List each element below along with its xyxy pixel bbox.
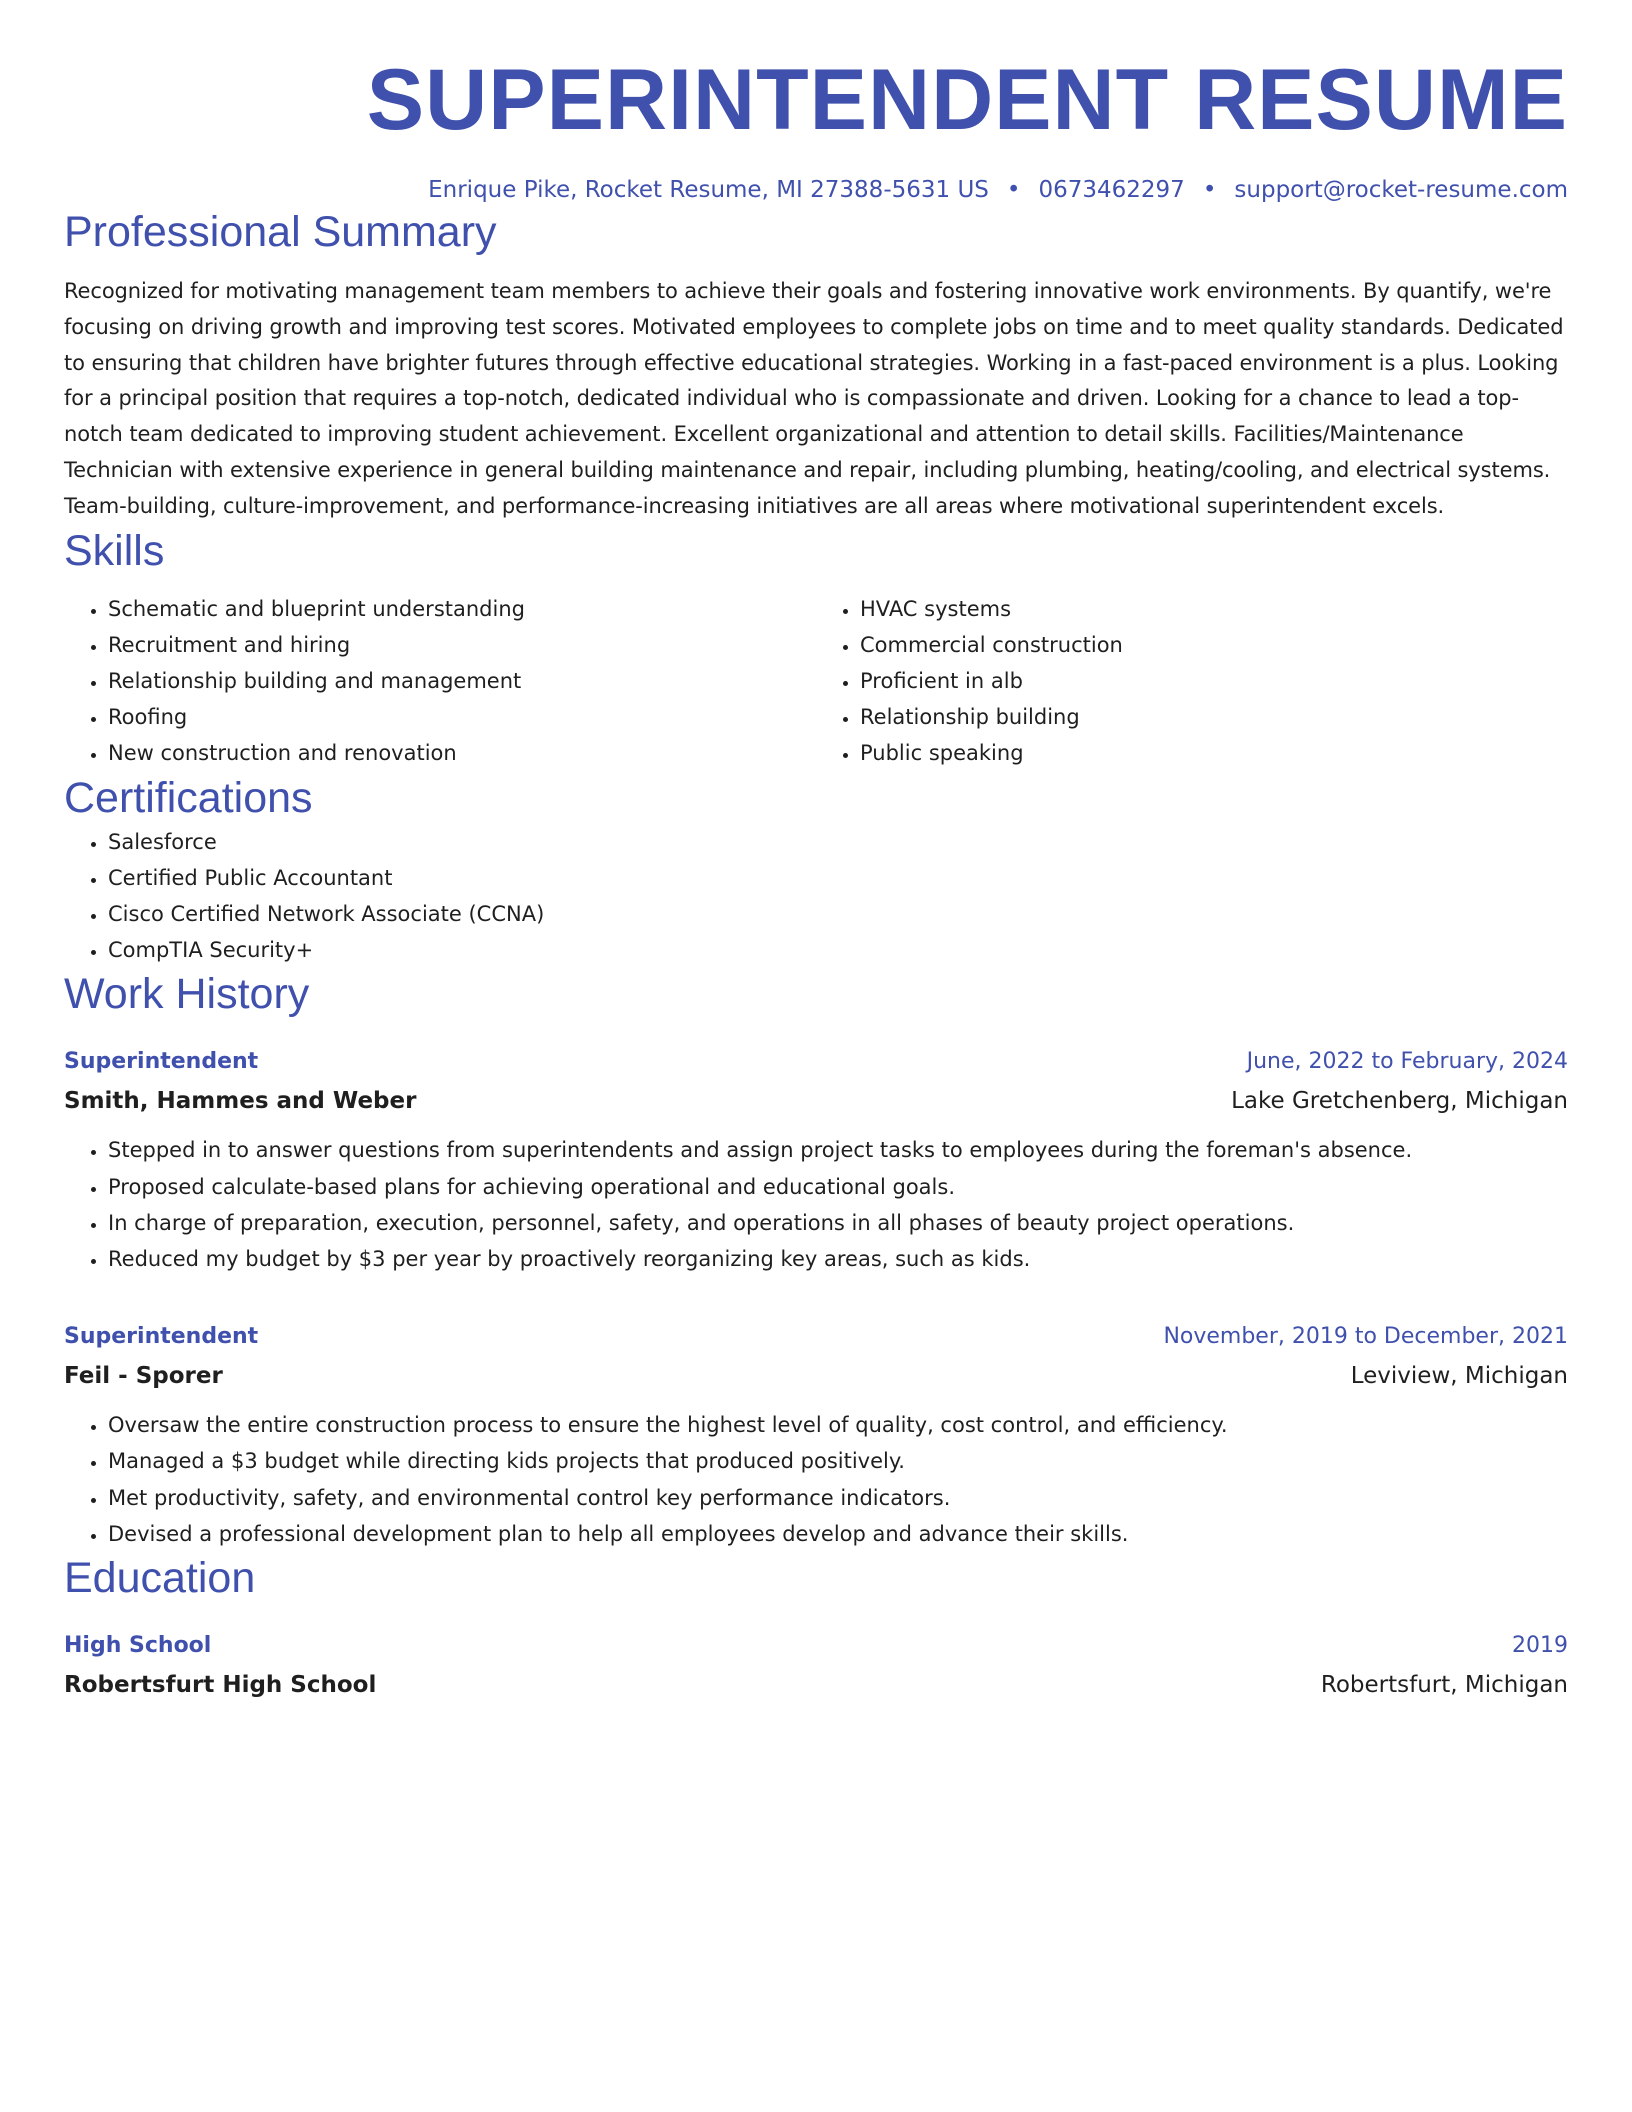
contact-line — [64, 174, 1568, 206]
skills-list-left — [64, 591, 816, 772]
skills-columns — [64, 591, 1568, 772]
job-role: Superintendent — [64, 1324, 259, 1350]
skill-item: • New construction and renovation — [108, 735, 816, 771]
job-bullets — [64, 1407, 1568, 1552]
skill-item: • Relationship building and management — [108, 663, 816, 699]
job-bullet: • In charge of preparation, execution, personnel, safety, and operations in all phases of beauty project operations. — [108, 1205, 1568, 1241]
job-location: Lake Gretchenberg, Michigan — [1231, 1088, 1568, 1115]
education-degree-row — [64, 1626, 1568, 1666]
job-location: Leviview, Michigan — [1350, 1363, 1568, 1390]
education-school-row — [64, 1666, 1568, 1704]
education-location: Robertsfurt, Michigan — [1320, 1672, 1568, 1699]
job-title-row — [64, 1317, 1568, 1357]
contact-separator: • — [1006, 177, 1021, 203]
education-heading: Education — [64, 1554, 256, 1603]
job-dates: June, 2022 to February, 2024 — [1246, 1049, 1568, 1075]
skill-item: • Schematic and blueprint understanding — [108, 591, 816, 627]
education-degree: High School — [64, 1633, 212, 1659]
work-history-heading: Work History — [64, 970, 310, 1019]
certification-item: • CompTIA Security+ — [108, 932, 1568, 968]
job-entry — [64, 1317, 1568, 1552]
skill-item: • Public speaking — [860, 735, 1568, 771]
certification-item: • Certified Public Accountant — [108, 860, 1568, 896]
contact-phone: 0673462297 — [1038, 177, 1185, 203]
certification-item: • Cisco Certified Network Associate (CCNA) — [108, 896, 1568, 932]
education-year: 2019 — [1512, 1633, 1568, 1659]
job-bullet: • Oversaw the entire construction process to ensure the highest level of quality, cost control, and efficiency. — [108, 1407, 1568, 1443]
job-bullet: • Proposed calculate-based plans for achieving operational and educational goals. — [108, 1169, 1568, 1205]
education-entry — [64, 1626, 1568, 1704]
certification-item: • Salesforce — [108, 824, 1568, 860]
summary-text: Recognized for motivating management team members to achieve their goals and fostering innovative work environments. By quantify, we're focusing on driving growth and improving test scores. Motivated employees to complete jobs on time and to meet quality standards. Dedicated to ensuring that children have brighter futures through effective educational strategies. Working in a fast-paced environment is a plus. Looking for a principal position that requires a top-notch, dedicated individual who is compassionate and driven. Looking for a chance to lead a top-notch team dedicated to improving student achievement. Excellent organizational and attention to detail skills. Facilities/Maintenance Technician with extensive experience in general building maintenance and repair, including plumbing, heating/cooling, and electrical systems. Team-building, culture-improvement, and performance-increasing initiatives are all areas where motivational superintendent excels. — [64, 279, 1564, 518]
certifications-heading: Certifications — [64, 773, 313, 822]
certifications-list — [64, 824, 1568, 969]
skill-item: • Proficient in alb — [860, 663, 1568, 699]
skill-item: • Roofing — [108, 699, 816, 735]
skill-item: • HVAC systems — [860, 591, 1568, 627]
job-bullets — [64, 1132, 1568, 1277]
education-school: Robertsfurt High School — [64, 1672, 377, 1699]
job-company: Feil - Sporer — [64, 1363, 223, 1390]
job-company-row — [64, 1357, 1568, 1395]
skill-item: • Recruitment and hiring — [108, 627, 816, 663]
skills-heading: Skills — [64, 526, 165, 575]
job-bullet: • Devised a professional development plan to help all employees develop and advance their skills. — [108, 1516, 1568, 1552]
job-entry — [64, 1042, 1568, 1277]
job-bullet: • Stepped in to answer questions from superintendents and assign project tasks to employees during the foreman's absence. — [108, 1132, 1568, 1168]
job-role: Superintendent — [64, 1049, 259, 1075]
skill-item: • Relationship building — [860, 699, 1568, 735]
contact-email[interactable]: support@rocket-resume.com — [1234, 177, 1568, 203]
resume-title: SUPERINTENDENT RESUME — [366, 52, 1568, 148]
job-bullet: • Managed a $3 budget while directing kids projects that produced positively. — [108, 1443, 1568, 1479]
job-dates: November, 2019 to December, 2021 — [1163, 1324, 1568, 1350]
skills-list-right — [816, 591, 1568, 772]
job-company: Smith, Hammes and Weber — [64, 1088, 417, 1115]
job-bullet: • Met productivity, safety, and environmental control key performance indicators. — [108, 1480, 1568, 1516]
job-title-row — [64, 1042, 1568, 1082]
contact-separator: • — [1202, 177, 1217, 203]
skill-item: • Commercial construction — [860, 627, 1568, 663]
summary-heading: Professional Summary — [64, 208, 497, 256]
contact-address: Enrique Pike, Rocket Resume, MI 27388-5631 US — [428, 177, 989, 203]
job-bullet: • Reduced my budget by $3 per year by proactively reorganizing key areas, such as kids. — [108, 1241, 1568, 1277]
job-company-row — [64, 1082, 1568, 1120]
